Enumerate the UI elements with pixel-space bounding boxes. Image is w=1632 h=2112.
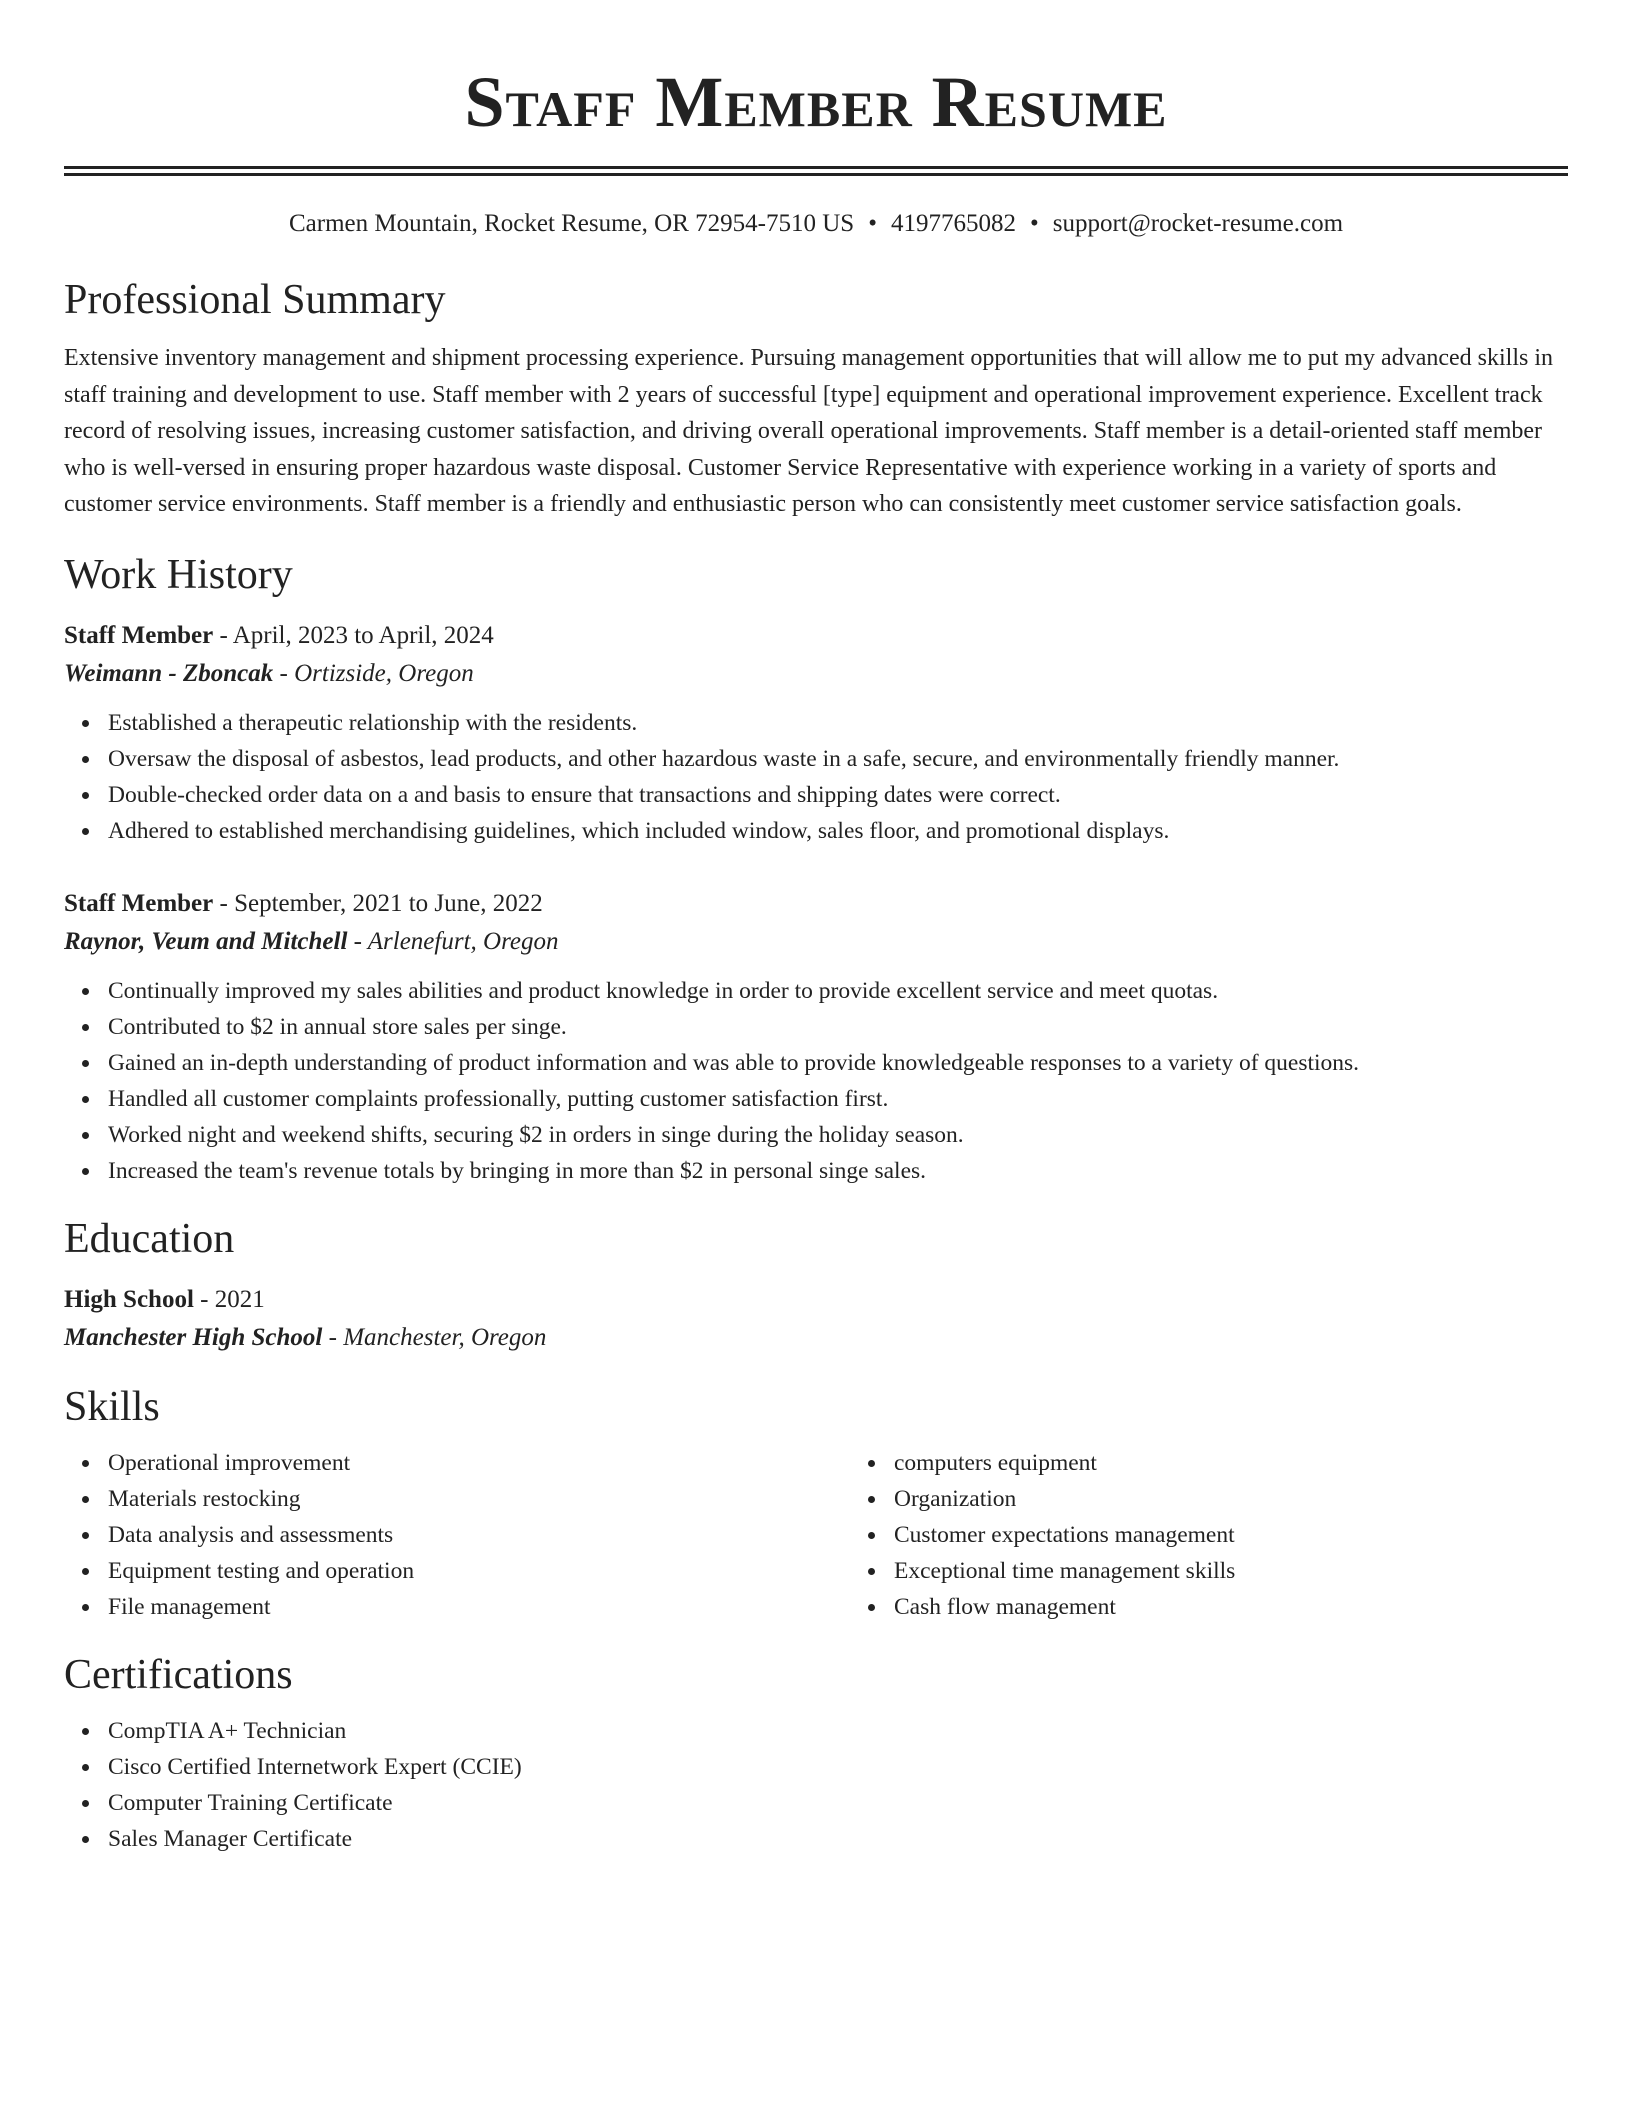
- summary-heading: Professional Summary: [64, 277, 446, 323]
- job-title-line: [64, 617, 1568, 655]
- contact-address: Carmen Mountain, Rocket Resume, OR 72954-7510 US: [288, 210, 855, 237]
- list-item: Contributed to $2 in annual store sales per singe.: [108, 1009, 1568, 1045]
- certifications-list: [64, 1713, 1568, 1857]
- summary-text: Extensive inventory management and shipment processing experience. Pursuing management opportunities that will allow me to put my advanced skills in staff training and development to use. Staff member with 2 years of successful [type] equipment and operational improvement experience. Excellent track record of resolving issues, increasing customer satisfaction, and driving overall operational improvements. Staff member is a detail-oriented staff member who is well-versed in ensuring proper hazardous waste disposal. Customer Service Representative with experience working in a variety of sports and customer service environments. Staff member is a friendly and enthusiastic person who can consistently meet customer service satisfaction goals.: [64, 345, 1553, 517]
- list-item: Oversaw the disposal of asbestos, lead products, and other hazardous waste in a safe, secure, and environmentally friendly manner.: [108, 741, 1568, 777]
- skills-list-left: [64, 1445, 850, 1625]
- list-item: Operational improvement: [108, 1445, 850, 1481]
- company-name: Raynor, Veum and Mitchell: [64, 927, 348, 955]
- list-item: Data analysis and assessments: [108, 1517, 850, 1553]
- list-item: Gained an in-depth understanding of product information and was able to provide knowledgeable responses to a variety of questions.: [108, 1045, 1568, 1081]
- job-entry: [64, 885, 1568, 1189]
- company-line: [64, 655, 1568, 693]
- resume-title: Staff Member Resume: [464, 62, 1168, 142]
- company-location: - Ortizside, Oregon: [273, 659, 474, 687]
- school-location: - Manchester, Oregon: [322, 1323, 547, 1351]
- contact-separator: •: [1029, 210, 1039, 237]
- contact-email: support@rocket-resume.com: [1052, 210, 1344, 237]
- skills-grid: [64, 1437, 1568, 1625]
- list-item: Established a therapeutic relationship with the residents.: [108, 705, 1568, 741]
- list-item: Sales Manager Certificate: [108, 1821, 1568, 1857]
- company-line: [64, 923, 1568, 961]
- job-duties-list: [64, 973, 1568, 1189]
- graduation-year: - 2021: [193, 1285, 265, 1313]
- skills-list-right: [850, 1445, 1568, 1625]
- job-dates: - September, 2021 to June, 2022: [213, 889, 543, 917]
- certifications-heading: Certifications: [64, 1651, 293, 1698]
- list-item: Adhered to established merchandising guidelines, which included window, sales floor, and promotional displays.: [108, 813, 1568, 849]
- list-item: Increased the team's revenue totals by bringing in more than $2 in personal singe sales.: [108, 1153, 1568, 1189]
- list-item: CompTIA A+ Technician: [108, 1713, 1568, 1749]
- degree: High School: [64, 1285, 194, 1313]
- school-name: Manchester High School: [64, 1323, 323, 1351]
- title-divider: [64, 166, 1568, 176]
- contact-separator: •: [868, 210, 877, 237]
- skills-heading: Skills: [64, 1383, 160, 1430]
- list-item: Worked night and weekend shifts, securing $2 in orders in singe during the holiday season.: [108, 1117, 1568, 1153]
- work-history-heading: Work History: [64, 551, 293, 598]
- list-item: Exceptional time management skills: [894, 1553, 1568, 1589]
- list-item: Organization: [894, 1481, 1568, 1517]
- job-entry: [64, 617, 1568, 849]
- list-item: Handled all customer complaints professionally, putting customer satisfaction first.: [108, 1081, 1568, 1117]
- contact-line: [64, 208, 1568, 240]
- list-item: Equipment testing and operation: [108, 1553, 850, 1589]
- job-title: Staff Member: [64, 621, 214, 649]
- company-location: - Arlenefurt, Oregon: [347, 927, 559, 955]
- list-item: Computer Training Certificate: [108, 1785, 1568, 1821]
- job-duties-list: [64, 705, 1568, 849]
- list-item: Double-checked order data on a and basis to ensure that transactions and shipping dates were correct.: [108, 777, 1568, 813]
- job-dates: - April, 2023 to April, 2024: [213, 621, 494, 649]
- list-item: Cash flow management: [894, 1589, 1568, 1625]
- list-item: Continually improved my sales abilities and product knowledge in order to provide excellent service and meet quotas.: [108, 973, 1568, 1009]
- job-title: Staff Member: [64, 889, 214, 917]
- school-line: [64, 1319, 1568, 1357]
- education-entry: [64, 1281, 1568, 1357]
- list-item: Customer expectations management: [894, 1517, 1568, 1553]
- list-item: Materials restocking: [108, 1481, 850, 1517]
- list-item: File management: [108, 1589, 850, 1625]
- education-heading: Education: [64, 1215, 235, 1262]
- contact-phone: 4197765082: [890, 210, 1016, 237]
- company-name: Weimann - Zboncak: [64, 659, 274, 687]
- degree-line: [64, 1281, 1568, 1319]
- list-item: computers equipment: [894, 1445, 1568, 1481]
- job-title-line: [64, 885, 1568, 923]
- list-item: Cisco Certified Internetwork Expert (CCIE): [108, 1749, 1568, 1785]
